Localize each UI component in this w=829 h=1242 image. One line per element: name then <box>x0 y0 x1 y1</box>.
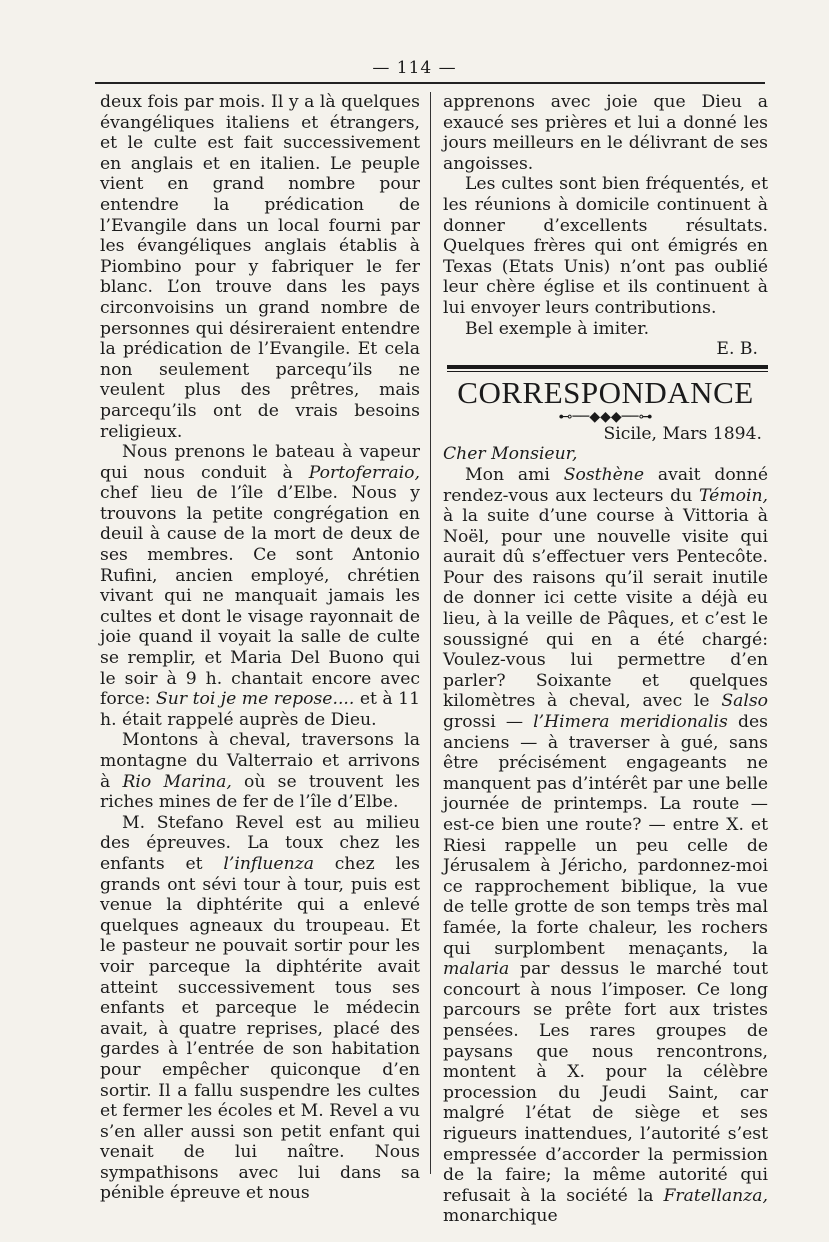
section-rule <box>447 365 768 372</box>
paragraph-text: où se trouvent les riches mines de fer de l’île d’Elbe. <box>100 771 420 813</box>
emphasis-text: Fratellanza, <box>663 1185 768 1206</box>
paragraph-text: à la suite d’une course à Vittoria à Noël, pour une nouvelle visite qui aurait dû s’effectuer vers Pentecôte. Pour des raisons qu’il serait inutile de donner ici cette visite a déjà eu lieu, à la veille de Pâques, et c’est le soussigné qui en a été chargé: Voulez-vous lui permettre d’en parler? Soixante et quelques kilomètres à cheval, avec le <box>443 506 768 712</box>
paragraph: deux fois par mois. Il y a là quelques évangéliques italiens et étrangers, et le culte est fait successivement en anglais et en italien. Le peuple vient en grand nombre pour entendre la prédication de l’Evangile dans un local fourni par les évangéliques anglais établis à Piombino pour y fabriquer le fer blanc. L’on trouve dans les pays circonvoisins un grand nombre de personnes qui désireraient entendre la prédication de l’Evangile. Et cela non seulement parcequ’ils ne veulent plus des prêtres, mais parcequ’ils ont de vrais besoins religieux. <box>100 92 420 442</box>
left-column <box>100 92 420 1204</box>
emphasis-text: Rio Marina, <box>122 771 232 792</box>
paragraph-text: avait donné rendez-vous aux lecteurs du <box>443 464 768 506</box>
dateline: Sicile, Mars 1894. <box>603 423 762 444</box>
paragraph <box>100 730 420 812</box>
column-divider <box>430 92 431 1174</box>
paragraph <box>100 442 420 730</box>
emphasis-text: Portoferraio, <box>308 462 420 483</box>
right-column <box>443 92 768 1227</box>
signature: E. B. <box>716 339 758 360</box>
paragraph-text: Montons à cheval, traversons la montagne du Valterraio et arrivons à <box>100 730 420 792</box>
emphasis-text: l’Himera meridionalis <box>533 712 728 733</box>
paragraph-text: et à 11 h. était rappelé auprès de Dieu. <box>100 689 421 730</box>
paragraph-text: par dessus le marché tout concourt à nous l’imposer. Ce long parcours se prête fort aux tristes pensées. Les rares groupes de paysans que nous rencontrons, montent à X. pour la célèbre procession du Jeudi Saint, car malgré l’état de siège et ses rigueurs inattendues, l’autorité s’est empressée d’accorder la permission de la faire; la même autorité qui refusait à la société la <box>443 959 768 1206</box>
emphasis-text: Salso <box>721 691 768 712</box>
section-heading: CORRESPONDANCE <box>457 374 754 410</box>
emphasis-text: Sosthène <box>563 464 645 485</box>
salutation <box>443 444 768 465</box>
paragraph-text: Nous prenons le bateau à vapeur qui nous conduit à <box>100 442 420 483</box>
paragraph-text: des anciens — à traverser à gué, sans être précisément engageants ne manquent pas d’intérêt par une belle journée de printemps. La route — est-ce bien une route? — entre X. et Riesi rappelle un peu celle de Jérusalem à Jéricho, pardonnez-moi ce rapprochement biblique, la vue de telle grotte de son temps très mal famée, la forte chaleur, les rochers qui surplombent menaçants, la <box>443 712 768 959</box>
page-number: — 114 — <box>372 58 457 78</box>
paragraph-text: chef lieu de l’île d’Elbe. Nous y trouvons la petite congrégation en deuil à cause de la mort de deux de ses membres. Ce sont Antonio Rufini, ancien employé, chrétien vivant qui ne manquait jamais les cultes et dont le visage rayonnait de joie quand il voyait la salle de culte se remplir, et Maria Del Buono qui le soir à 9 h. chantait encore avec force: <box>100 483 420 710</box>
emphasis-text: malaria <box>443 959 510 980</box>
paragraph-text: chez les grands ont sévi tour à tour, puis est venue la diphtérite qui a enlevé quelques agneaux du troupeau. Et le pasteur ne pouvait sortir pour les voir parceque la diphtérite avait atteint successivement tous ses enfants et parceque le médecin avait, à quatre reprises, placé des gardes à l’entrée de son habitation pour empêcher quiconque d’en sortir. Il a fallu suspendre les cultes et fermer les écoles et M. Revel a vu s’en aller aussi son petit enfant qui venait de lui naître. Nous sympathisons avec lui dans sa pénible épreuve et nous <box>100 853 421 1204</box>
ornament-flourish: ⊷──◆◆◆──⊶ <box>558 408 653 425</box>
emphasis-text: Témoin, <box>699 485 768 506</box>
paragraph-text: Mon ami <box>465 464 564 485</box>
paragraph-text: grossi — <box>443 712 534 733</box>
salutation-text: Cher Monsieur, <box>443 444 578 465</box>
paragraph-text: M. Stefano Revel est au milieu des épreuves. La toux chez les enfants et <box>100 812 420 874</box>
paragraph: Bel exemple à imiter. <box>465 318 650 339</box>
paragraph: apprenons avec joie que Dieu a exaucé ses prières et lui a donné les jours meilleurs en le délivrant de ses angoisses. <box>443 92 768 174</box>
emphasis-text: Sur toi je me repose.... <box>156 689 355 710</box>
emphasis-text: l’influenza <box>223 853 314 874</box>
paragraph <box>100 813 420 1204</box>
header-rule <box>95 82 765 84</box>
paragraph: Les cultes sont bien fréquentés, et les réunions à domicile continuent à donner d’excellents résultats. Quelques frères qui ont émigrés en Texas (Etats Unis) n’ont pas oublié leur chère église et ils continuent à lui envoyer leurs contributions. <box>443 174 768 318</box>
letter-paragraph <box>443 465 768 1227</box>
paragraph-text: monarchique <box>443 1206 558 1227</box>
